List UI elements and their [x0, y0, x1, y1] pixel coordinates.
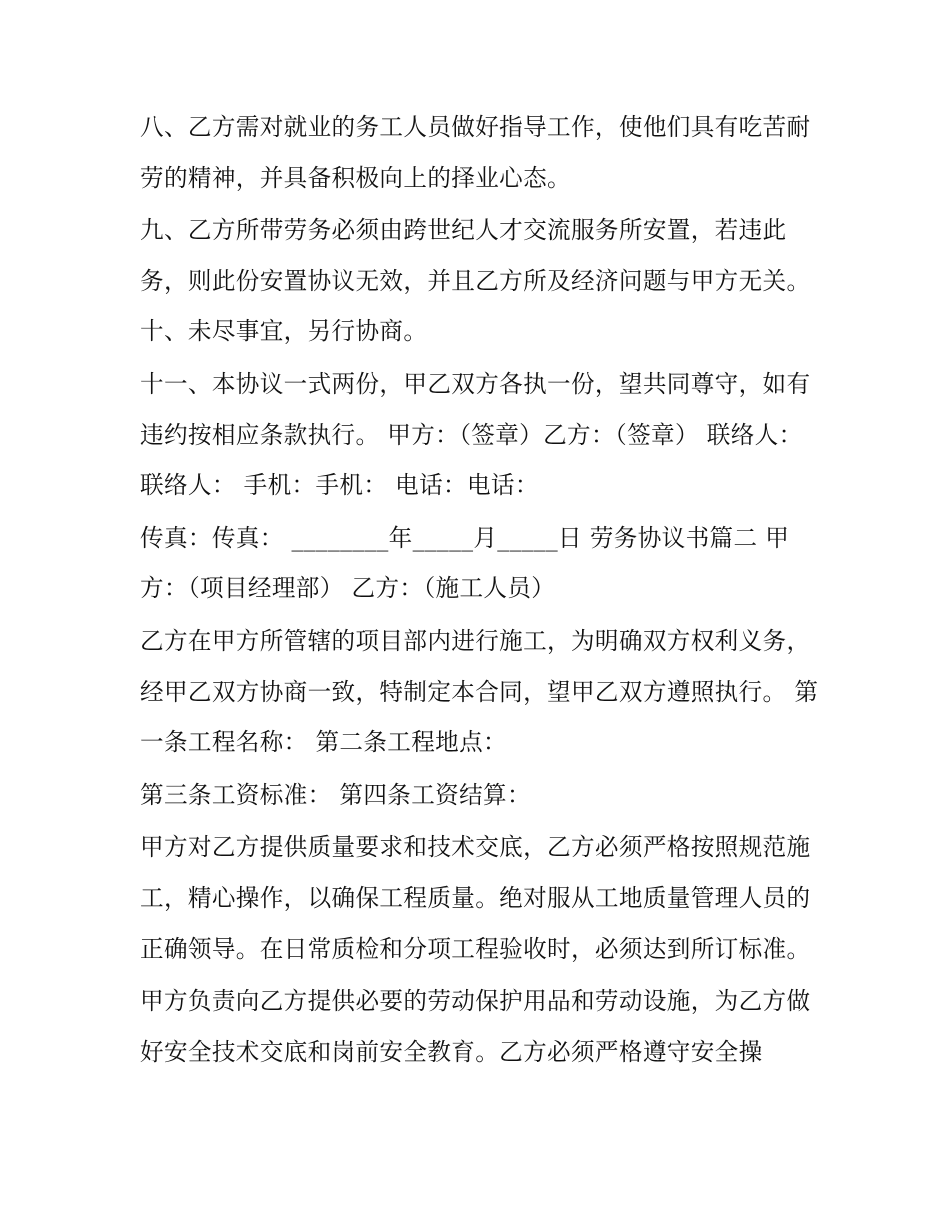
paragraph-fax-date-parties: 传真：传真： ________年_____月_____日 劳务协议书篇二 甲方：（项目经理部） 乙方：（施工人员）	[140, 523, 790, 603]
paragraph-clause-11-signatures: 十一、本协议一式两份，甲乙双方各执一份，望共同尊守，如有违约按相应条款执行。 甲方：（签章）乙方：（签章） 联络人：联络人： 手机：手机： 电话：电话：	[140, 369, 811, 500]
paragraph-clause-8: 八、乙方需对就业的务工人员做好指导工作，使他们具有吃苦耐劳的精神，并具备积极向上的择业心态。	[140, 113, 811, 192]
document-body	[140, 102, 820, 1079]
paragraph-wage-articles: 第三条工资标准： 第四条工资结算：	[140, 780, 531, 809]
paragraph-contract-purpose: 乙方在甲方所管辖的项目部内进行施工，为明确双方权利义务，经甲乙双方协商一致，特制定本合同，望甲乙双方遵照执行。 第一条工程名称： 第二条工程地点：	[140, 626, 819, 757]
paragraph-quality-requirements: 甲方对乙方提供质量要求和技术交底，乙方必须严格按照规范施工，精心操作，以确保工程质量。绝对服从工地质量管理人员的正确领导。在日常质检和分项工程验收时，必须达到所订标准。	[140, 833, 811, 963]
paragraph-safety-provisions: 甲方负责向乙方提供必要的劳动保护用品和劳动设施，为乙方做好安全技术交底和岗前安全教育。乙方必须严格遵守安全操	[140, 987, 811, 1066]
paragraph-clause-9-10: 九、乙方所带劳务必须由跨世纪人才交流服务所安置，若违此务，则此份安置协议无效，并且乙方所及经济问题与甲方无关。 十、未尽事宜，另行协商。	[140, 216, 819, 346]
